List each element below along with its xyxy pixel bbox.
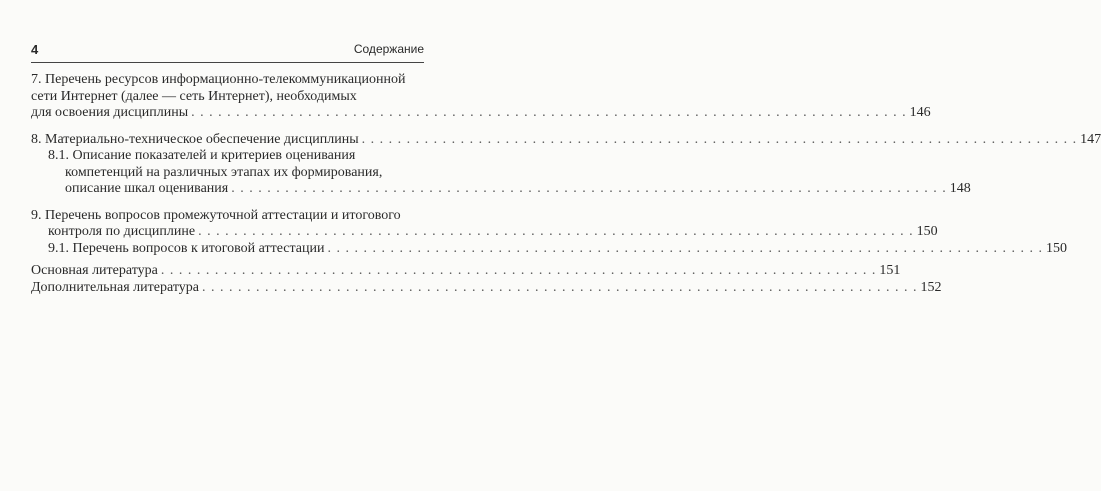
page-number: 4 bbox=[31, 42, 39, 57]
toc-entry-line: 9. Перечень вопросов промежуточной аттестации и итогового bbox=[31, 207, 401, 223]
toc-entry-9 bbox=[31, 207, 938, 241]
dot-leader: . . . . . . . . . . . . . . . . . . . . . . . . . . . . . . . . . . . . . . . . . . . . . . . . . . . . . . . . . . . . . . . . . . . . . . . . . . . . . . . . bbox=[198, 224, 914, 239]
toc-entry-line: 7. Перечень ресурсов информационно-телекоммуникационной bbox=[31, 72, 406, 87]
toc-entry-title: описание шкал оценивания bbox=[65, 181, 229, 196]
toc-page-number: 147 bbox=[1080, 131, 1101, 147]
toc-entry-line: компетенций на различных этапах их формирования, bbox=[65, 164, 383, 180]
toc-entry-additional-literature bbox=[31, 279, 942, 297]
dot-leader: . . . . . . . . . . . . . . . . . . . . . . . . . . . . . . . . . . . . . . . . . . . . . . . . . . . . . . . . . . . . . . . . . . . . . . . . . . . . . . . . bbox=[191, 105, 907, 120]
toc-entry-7 bbox=[31, 72, 931, 122]
toc-entry-title: 9.1. Перечень вопросов к итоговой аттестации bbox=[48, 240, 325, 256]
toc-page-number: 150 bbox=[916, 224, 938, 239]
page-header bbox=[31, 40, 424, 63]
toc-entry-8 bbox=[31, 131, 1101, 149]
toc-page-number: 146 bbox=[909, 105, 931, 120]
dot-leader: . . . . . . . . . . . . . . . . . . . . . . . . . . . . . . . . . . . . . . . . . . . . . . . . . . . . . . . . . . . . . . . . . . . . . . . . . . . . . . . . bbox=[327, 240, 1043, 256]
toc-page-number: 150 bbox=[1045, 240, 1067, 256]
dot-leader: . . . . . . . . . . . . . . . . . . . . . . . . . . . . . . . . . . . . . . . . . . . . . . . . . . . . . . . . . . . . . . . . . . . . . . . . . . . . . . . . bbox=[202, 279, 918, 295]
toc-entry-9-1 bbox=[31, 240, 1067, 258]
toc-page-number: 152 bbox=[920, 279, 942, 295]
dot-leader: . . . . . . . . . . . . . . . . . . . . . . . . . . . . . . . . . . . . . . . . . . . . . . . . . . . . . . . . . . . . . . . . . . . . . . . . . . . . . . . . bbox=[361, 131, 1078, 147]
running-head: Содержание bbox=[353, 42, 424, 56]
toc-entry-title: Дополнительная литература bbox=[31, 279, 199, 295]
table-of-contents bbox=[31, 72, 1101, 296]
toc-entry-line: сети Интернет (далее — сеть Интернет), необходимых bbox=[31, 88, 357, 104]
toc-entry-title: для освоения дисциплины bbox=[31, 105, 189, 120]
toc-entry-main-literature bbox=[31, 263, 901, 280]
toc-entry-title: контроля по дисциплине bbox=[48, 224, 196, 239]
dot-leader: . . . . . . . . . . . . . . . . . . . . . . . . . . . . . . . . . . . . . . . . . . . . . . . . . . . . . . . . . . . . . . . . . . . . . . . . . . . . . . . . bbox=[231, 181, 947, 196]
toc-page-number: 151 bbox=[879, 263, 901, 278]
toc-entry-title: 8. Материально-техническое обеспечение дисциплины bbox=[31, 131, 359, 147]
dot-leader: . . . . . . . . . . . . . . . . . . . . . . . . . . . . . . . . . . . . . . . . . . . . . . . . . . . . . . . . . . . . . . . . . . . . . . . . . . . . . . . . bbox=[160, 263, 877, 278]
toc-entry-title: Основная литература bbox=[31, 263, 158, 278]
toc-entry-line: 8.1. Описание показателей и критериев оценивания bbox=[48, 148, 356, 163]
toc-page-number: 148 bbox=[949, 181, 971, 196]
toc-entry-8-1 bbox=[31, 148, 971, 198]
